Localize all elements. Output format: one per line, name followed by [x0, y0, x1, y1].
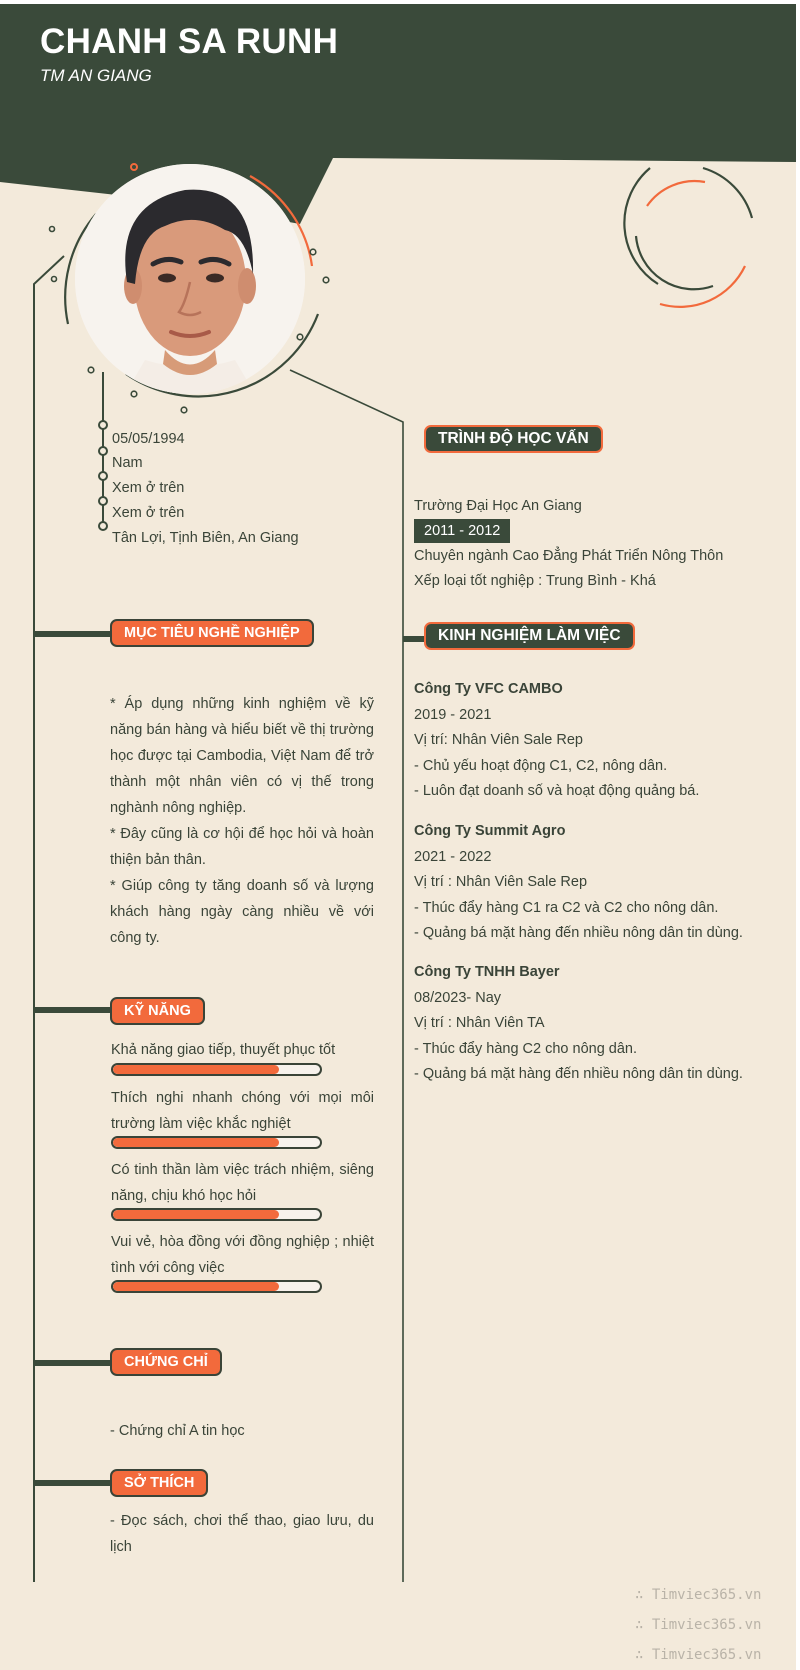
education-grade: Xếp loại tốt nghiệp : Trung Bình - Khá — [414, 573, 656, 589]
section-hobbies-title: SỞ THÍCH — [110, 1469, 208, 1497]
education-major: Chuyên ngành Cao Đẳng Phát Triển Nông Thôn — [414, 548, 724, 564]
education-years: 2011 - 2012 — [414, 519, 510, 543]
candidate-name: CHANH SA RUNH — [40, 22, 339, 61]
section-experience-title: KINH NGHIỆM LÀM VIỆC — [424, 622, 635, 650]
section-objective-title: MỤC TIÊU NGHỀ NGHIỆP — [110, 619, 314, 647]
skill-bar-fill — [113, 1282, 279, 1291]
experience-period: 2019 - 2021 — [414, 706, 492, 723]
experience-position: Vị trí : Nhân Viên Sale Rep — [414, 874, 588, 890]
skill-bar — [111, 1136, 322, 1149]
watermark: ∴ Timviec365.vn — [635, 1617, 762, 1633]
objective-text — [110, 691, 374, 951]
experience-period: 08/2023- Nay — [414, 989, 502, 1006]
experience-task: - Quảng bá mặt hàng đến nhiều nông dân tin dùng. — [414, 1066, 743, 1082]
experience-company: Công Ty VFC CAMBO — [414, 681, 563, 697]
experience-task: - Thúc đẩy hàng C2 cho nông dân. — [414, 1040, 638, 1057]
experience-task: - Thúc đẩy hàng C1 ra C2 và C2 cho nông dân. — [414, 899, 719, 916]
experience-task: - Luôn đạt doanh số và hoạt động quảng bá. — [414, 783, 700, 799]
experience-item — [414, 677, 784, 805]
experience-company: Công Ty Summit Agro — [414, 823, 566, 839]
education-school: Trường Đại Học An Giang — [414, 498, 582, 514]
skill-label: Thích nghi nhanh chóng với mọi môi trường làm việc khắc nghiệt — [111, 1090, 374, 1132]
avatar — [75, 164, 305, 394]
section-skills-title: KỸ NĂNG — [110, 997, 205, 1025]
experience-position: Vị trí: Nhân Viên Sale Rep — [414, 732, 583, 748]
hobby-item: - Đọc sách, chơi thể thao, giao lưu, du lịch — [110, 1513, 374, 1555]
section-education-title: TRÌNH ĐỘ HỌC VẤN — [424, 425, 603, 453]
experience-item — [414, 819, 784, 947]
candidate-subtitle: TM AN GIANG — [40, 66, 152, 85]
skill-bar — [111, 1063, 322, 1076]
objective-line: * Áp dụng những kinh nghiệm về kỹ năng bán hàng và hiểu biết về thị trường học được tại Cambodia, Việt Nam để trở thành một nhân viên có vị thế trong nghành nông nghiệp. — [110, 696, 374, 816]
objective-line: * Giúp công ty tăng doanh số và lượng khách hàng ngày càng nhiều về với công ty. — [110, 878, 374, 946]
center-divider — [290, 370, 403, 1582]
address: Tân Lợi, Tịnh Biên, An Giang — [112, 530, 299, 546]
phone: Xem ở trên — [112, 480, 185, 496]
corner-decoration — [624, 168, 658, 284]
left-timeline — [34, 256, 64, 1582]
skill-bar — [111, 1280, 322, 1293]
watermark: ∴ Timviec365.vn — [635, 1587, 762, 1603]
section-certificates-title: CHỨNG CHỈ — [110, 1348, 222, 1376]
skill-label: Có tinh thần làm việc trách nhiệm, siêng năng, chịu khó học hỏi — [111, 1162, 374, 1204]
skill-label: Khả năng giao tiếp, thuyết phục tốt — [111, 1042, 336, 1058]
certificate-item: - Chứng chỉ A tin học — [110, 1423, 245, 1439]
experience-position: Vị trí : Nhân Viên TA — [414, 1015, 545, 1031]
experience-item — [414, 960, 784, 1088]
gender: Nam — [112, 455, 143, 471]
objective-line: * Đây cũng là cơ hội để học hỏi và hoàn thiện bản thân. — [110, 826, 374, 868]
experience-task: - Chủ yếu hoạt động C1, C2, nông dân. — [414, 757, 668, 774]
experience-period: 2021 - 2022 — [414, 848, 492, 865]
birthdate: 05/05/1994 — [112, 431, 185, 447]
avatar-portrait — [75, 164, 305, 394]
skill-bar-fill — [113, 1138, 279, 1147]
cv-page — [0, 4, 796, 1670]
experience-company: Công Ty TNHH Bayer — [414, 964, 560, 980]
skill-bar-fill — [113, 1065, 279, 1074]
watermark: ∴ Timviec365.vn — [635, 1647, 762, 1663]
skill-label: Vui vẻ, hòa đồng với đồng nghiệp ; nhiệt tình với công việc — [111, 1234, 374, 1276]
skill-bar — [111, 1208, 322, 1221]
experience-task: - Quảng bá mặt hàng đến nhiều nông dân tin dùng. — [414, 925, 743, 941]
email: Xem ở trên — [112, 505, 185, 521]
skill-bar-fill — [113, 1210, 279, 1219]
